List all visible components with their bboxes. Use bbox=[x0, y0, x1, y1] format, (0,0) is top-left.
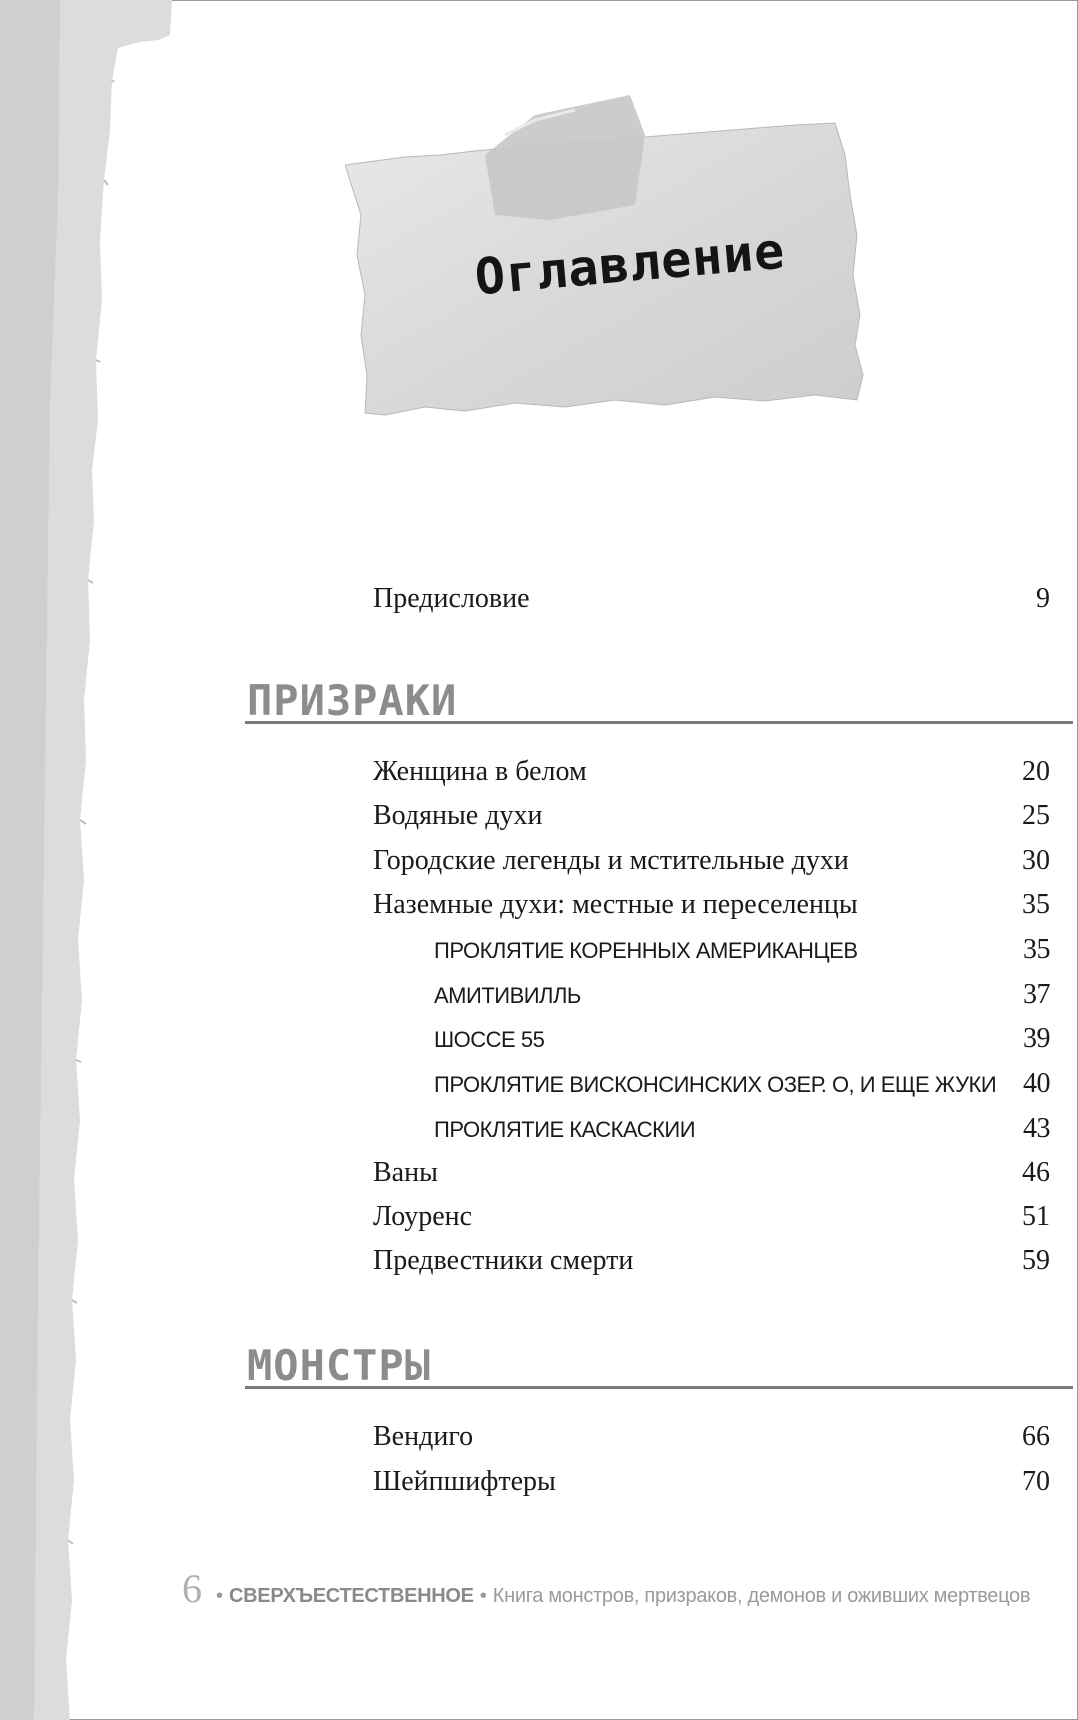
toc-entry-page: 40 bbox=[1023, 1068, 1050, 1099]
toc-entry-label: ПРОКЛЯТИЕ ВИСКОНСИНСКИХ ОЗЕР. О, И ЕЩЕ ЖУКИ bbox=[434, 1072, 997, 1097]
toc-entry-page: 30 bbox=[1022, 845, 1050, 876]
toc-entry-label: АМИТИВИЛЛЬ bbox=[434, 983, 581, 1008]
toc-entry-page: 66 bbox=[1022, 1421, 1050, 1452]
toc-entry-page: 9 bbox=[1036, 583, 1050, 614]
toc-entry-label: Предисловие bbox=[373, 583, 530, 614]
toc-entry[interactable] bbox=[373, 756, 1050, 796]
toc-entry-label: ШОССЕ 55 bbox=[434, 1027, 545, 1052]
toc-subentry[interactable] bbox=[434, 1023, 1050, 1063]
toc-entry[interactable] bbox=[373, 800, 1050, 840]
section-title: ПРИЗРАКИ bbox=[247, 676, 458, 725]
page-footer bbox=[182, 1565, 1030, 1615]
footer-bullet: • bbox=[479, 1585, 487, 1607]
toc-entry[interactable] bbox=[373, 1201, 1050, 1241]
toc-entry-label: Ваны bbox=[373, 1157, 438, 1188]
toc-entry-label: Водяные духи bbox=[373, 800, 543, 831]
toc-entry[interactable] bbox=[373, 845, 1050, 885]
toc-entry[interactable] bbox=[373, 1466, 1050, 1506]
toc-entry-label: Городские легенды и мстительные духи bbox=[373, 845, 849, 876]
toc-entry-label: Вендиго bbox=[373, 1421, 474, 1452]
section-header-monsters bbox=[245, 1330, 1073, 1389]
toc-entry-page: 43 bbox=[1023, 1113, 1050, 1144]
title-note bbox=[345, 95, 875, 460]
toc-entry[interactable] bbox=[373, 1157, 1050, 1197]
toc-entry[interactable] bbox=[373, 889, 1050, 929]
toc-entry-page: 70 bbox=[1022, 1466, 1050, 1497]
toc-entry-page: 59 bbox=[1022, 1245, 1050, 1276]
toc-entry-label: ПРОКЛЯТИЕ КАСКАСКИИ bbox=[434, 1117, 696, 1142]
toc-entry-page: 35 bbox=[1022, 889, 1050, 920]
footer-bullet: • bbox=[216, 1585, 224, 1607]
page-title: Оглавление bbox=[472, 221, 788, 307]
torn-paper-strip bbox=[0, 0, 180, 1720]
toc-entry-label: ПРОКЛЯТИЕ КОРЕННЫХ АМЕРИКАНЦЕВ bbox=[434, 938, 858, 963]
footer-page-number: 6 bbox=[182, 1566, 202, 1611]
toc-entry-page: 35 bbox=[1023, 934, 1050, 965]
toc-entry-preface[interactable] bbox=[373, 583, 1050, 623]
toc-entry-label: Наземные духи: местные и переселенцы bbox=[373, 889, 858, 920]
toc-subentry[interactable] bbox=[434, 1068, 1050, 1108]
toc-entry-page: 20 bbox=[1022, 756, 1050, 787]
toc-subentry[interactable] bbox=[434, 979, 1050, 1019]
section-header-ghosts bbox=[245, 665, 1073, 724]
toc-entry-label: Лоуренс bbox=[373, 1201, 473, 1232]
toc-entry[interactable] bbox=[373, 1421, 1050, 1461]
toc-entry-page: 51 bbox=[1022, 1201, 1050, 1232]
toc-entry-label: Предвестники смерти bbox=[373, 1245, 634, 1276]
toc-entry-page: 39 bbox=[1023, 1023, 1050, 1054]
toc-entry-label: Женщина в белом bbox=[373, 756, 587, 787]
toc-entry-page: 25 bbox=[1022, 800, 1050, 831]
toc-entry-page: 46 bbox=[1022, 1157, 1050, 1188]
toc-entry[interactable] bbox=[373, 1245, 1050, 1285]
toc-subentry[interactable] bbox=[434, 934, 1050, 974]
toc-entry-page: 37 bbox=[1023, 979, 1050, 1010]
toc-subentry[interactable] bbox=[434, 1113, 1050, 1153]
toc-entry-label: Шейпшифтеры bbox=[373, 1466, 556, 1497]
section-title: МОНСТРЫ bbox=[247, 1341, 432, 1390]
footer-series-title: СВЕРХЪЕСТЕСТВЕННОЕ bbox=[229, 1585, 474, 1607]
footer-book-subtitle: Книга монстров, призраков, демонов и оживших мертвецов bbox=[492, 1585, 1031, 1607]
